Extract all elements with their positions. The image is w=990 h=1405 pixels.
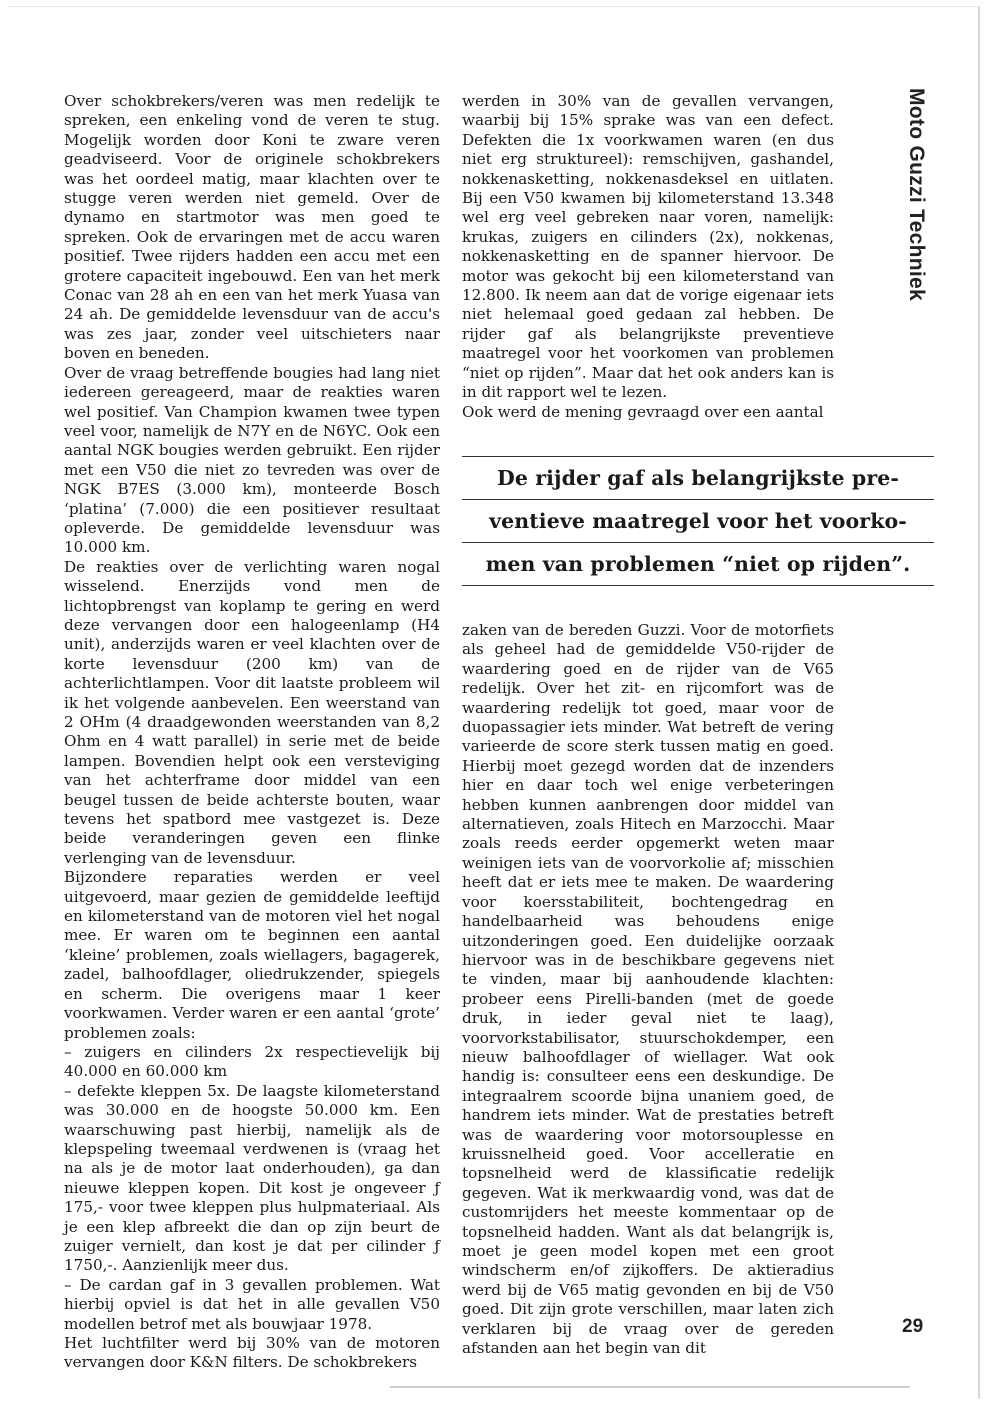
right-column-top	[462, 92, 834, 422]
pull-quote-line: De rijder gaf als belangrijkste pre-	[462, 456, 934, 500]
list-item: – De cardan gaf in 3 gevallen problemen. Wat hierbij opviel is dat het in alle gevallen V50 modellen betrof met als bouwjaar 1978.	[64, 1275, 440, 1333]
paragraph: Bijzondere reparaties werden er veel uitgevoerd, maar gezien de gemiddelde leeftijd en kilometerstand van de motoren viel het nogal mee. Er waren om te beginnen een aantal ‘kleine’ problemen, zoals wiellagers, bagagerek, zadel, balhoofdlager, oliedrukzender, spiegels en scherm. Die overigens maar 1 keer voorkwamen. Verder waren er een aantal ‘grote’ problemen zoals:	[64, 868, 440, 1042]
paragraph: zaken van de bereden Guzzi. Voor de motorfiets als geheel had de gemiddelde V50-rijder de waardering goed en de rijder van de V65 redelijk. Over het zit- en rijcomfort was de waardering redelijk tot goed, maar voor de duopassagier iets minder. Wat betreft de vering varieerde de score sterk tussen matig en goed. Hierbij moet gezegd worden dat de inzenders hier en daar toch wel enige verbeteringen hebben kunnen aanbrengen door middel van alternatieven, zoals Hitech en Marzocchi. Maar zoals reeds eerder opgemerkt weten maar weinigen iets van de voorvorkolie af; misschien heeft dat er iets mee te maken. De waardering voor koersstabiliteit, bochtengedrag en handelbaarheid was behoudens enige uitzonderingen goed. Een duidelijke oorzaak hiervoor was in de beschikbare gegevens niet te vinden, maar bij aanhoudende klachten: probeer eens Pirelli-banden (met de goede druk, in ieder geval niet te laag), voorvorkstabilisator, stuurschokdemper, een nieuw balhoofdlager of wiellager. Wat ook handig is: consulteer eens een deskundige. De integraalrem scoorde bijna unaniem goed, de handrem iets minder. Wat de prestaties betreft was de waardering voor motorsouplesse en kruissnelheid goed. Voor accelleratie en topsnelheid werd de klassificatie redelijk gegeven. Wat ik merkwaardig vond, was dat de customrijders het meeste kommentaar op de topsnelheid hadden. Want als dat belangrijk is, moet je geen model kopen met een groot windscherm en/of zijkoffers. De aktieradius werd bij de V65 matig gevonden en bij de V50 goed. Dit zijn grote verschillen, maar laten zich verklaren bij de vraag over de gereden afstanden aan het begin van dit	[462, 621, 834, 1358]
paragraph: Over de vraag betreffende bougies had lang niet iedereen gereageerd, maar de reakties waren wel positief. Van Champion kwamen twee typen veel voor, namelijk de N7Y en de N6YC. Ook een aantal NGK bougies werden gebruikt. Een rijder met een V50 die niet zo tevreden was over de NGK B7ES (3.000 km), monteerde Bosch ‘platina’ (7.000) die een positiever resultaat opleverde. De gemiddelde levensduur was 10.000 km.	[64, 363, 440, 557]
bottom-rule	[390, 1386, 910, 1388]
pull-quote	[462, 456, 934, 586]
right-column-bottom	[462, 621, 834, 1358]
paragraph: werden in 30% van de gevallen vervangen, waarbij bij 15% sprake was van een defect. Defekten die 1x voorkwamen waren (en dus niet erg struktureel): remschijven, gashandel, nokkenasketting, nokkenasdeksel en uitlaten. Bij een V50 kwamen bij kilometerstand 13.348 wel erg veel gebreken naar voren, namelijk: krukas, zuigers en cilinders (2x), nokkenas, nokkenasketting en de spanner hiervoor. De motor was gekocht bij een kilometerstand van 12.800. Ik neem aan dat de vorige eigenaar iets niet helemaal goed gedaan zal hebben. De rijder gaf als belangrijkste preventieve maatregel voor het voorkomen van problemen “niet op rijden”. Maar dat het ook anders kan is in dit rapport wel te lezen.	[462, 92, 834, 402]
pull-quote-line: men van problemen “niet op rijden”.	[462, 543, 934, 586]
page-number: 29	[902, 1316, 924, 1337]
paragraph: Ook werd de mening gevraagd over een aantal	[462, 402, 824, 421]
section-label: Moto Guzzi Techniek	[905, 88, 928, 301]
list-item: – defekte kleppen 5x. De laagste kilometerstand was 30.000 en de hoogste 50.000 km. Een waarschuwing past hierbij, namelijk als de klepspeling tweemaal verdwenen is (vraag het na als je de motor laat onderhouden), ga dan nieuwe kleppen kopen. Dit kost je ongeveer ƒ 175,- voor twee kleppen plus hulpmateriaal. Als je een klep afbreekt die dan op zijn beurt de zuiger vernielt, dan kost je dat per cilinder ƒ 1750,-. Aanzienlijk meer dus.	[64, 1081, 440, 1275]
pull-quote-line: ventieve maatregel voor het voorko-	[462, 500, 934, 543]
paragraph: Het luchtfilter werd bij 30% van de motoren vervangen door K&N filters. De schokbrekers	[64, 1334, 440, 1372]
paragraph: De reakties over de verlichting waren nogal wisselend. Enerzijds vond men de lichtopbrengst van koplamp te gering en werd deze vervangen door een halogeenlamp (H4 unit), anderzijds waren er veel klachten over de korte levensduur (200 km) van de achterlichtlampen. Voor dit laatste probleem wil ik het volgende aanbevelen. Een weerstand van 2 OHm (4 draadgewonden weerstanden van 8,2 Ohm en 4 watt parallel) in serie met de beide lampen. Bovendien helpt ook een versteviging van het achterframe door middel van een beugel tussen de beide achterste bouten, waar tevens het spatbord mee vastgezet is. Deze beide veranderingen geven een flinke verlenging van de levensduur.	[64, 557, 440, 867]
list-item: – zuigers en cilinders 2x respectievelijk bij 40.000 en 60.000 km	[64, 1042, 440, 1081]
left-column	[64, 92, 440, 1373]
paragraph: Over schokbrekers/veren was men redelijk te spreken, een enkeling vond de veren te stug. Mogelijk worden door Koni te zware veren geadviseerd. Voor de originele schokbrekers was het oordeel matig, maar klachten over te stugge veren werden niet gemeld. Over de dynamo en startmotor was men goed te spreken. Ook de ervaringen met de accu waren positief. Twee rijders hadden een accu met een grotere capaciteit ingebouwd. Een van het merk Conac van 28 ah en een van het merk Yuasa van 24 ah. De gemiddelde levensduur van de accu's was zes jaar, zonder veel uitschieters naar boven en beneden.	[64, 92, 440, 363]
